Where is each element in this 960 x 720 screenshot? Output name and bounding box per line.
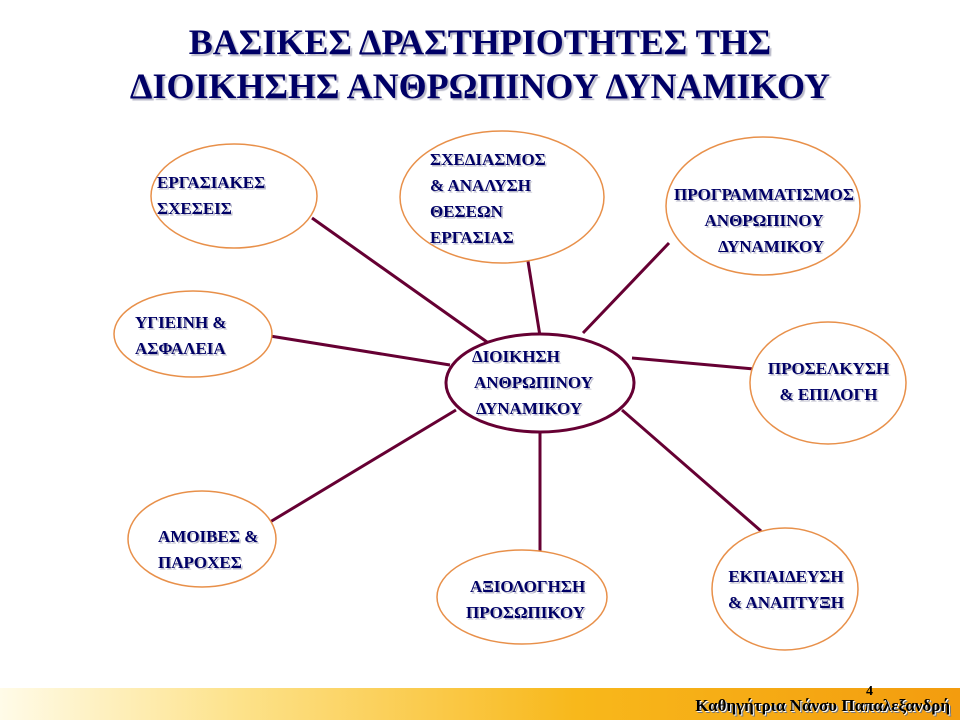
connector-recruitment bbox=[632, 358, 754, 369]
node-compensation bbox=[158, 524, 258, 576]
node-label-line: ΑΜΟΙΒΕΣ & bbox=[158, 527, 259, 546]
page-number: 4 bbox=[866, 684, 873, 699]
node-appraisal bbox=[466, 574, 585, 626]
node-label-line: ΥΓΙΕΙΝΗ & bbox=[135, 313, 227, 332]
node-training bbox=[712, 564, 860, 616]
node-label-line: ΠΡΟΣΩΠΙΚΟΥ bbox=[466, 603, 585, 622]
node-label-line: ΑΞΙΟΛΟΓΗΣΗ bbox=[470, 577, 586, 596]
connector-health-safety bbox=[270, 336, 450, 365]
node-center bbox=[462, 344, 618, 422]
node-label-line: ΑΝΘΡΩΠΙΝΟΥ bbox=[704, 211, 824, 230]
node-label-line: ΠΑΡΟΧΕΣ bbox=[158, 553, 242, 572]
node-label-line: ΕΡΓΑΣΙΑΣ bbox=[430, 228, 514, 247]
node-label-line: ΣΧΕΣΕΙΣ bbox=[157, 199, 232, 218]
node-label-line: & ΑΝΑΛΥΣΗ bbox=[430, 176, 531, 195]
center-label-line: ΔΥΝΑΜΙΚΟΥ bbox=[476, 399, 583, 418]
node-recruitment bbox=[751, 356, 906, 408]
node-label-line: ΔΥΝΑΜΙΚΟΥ bbox=[717, 237, 825, 256]
slide-title-line-1: ΒΑΣΙΚΕΣ ΔΡΑΣΤΗΡΙΟΤΗΤΕΣ ΤΗΣ bbox=[188, 22, 772, 62]
center-label-line: ΔΙΟΙΚΗΣΗ bbox=[472, 347, 560, 366]
node-label-line: ΠΡΟΣΕΛΚΥΣΗ bbox=[767, 359, 890, 378]
node-label-line: & ΕΠΙΛΟΓΗ bbox=[779, 385, 878, 404]
node-label-line: ΠΡΟΓΡΑΜΜΑΤΙΣΜΟΣ bbox=[674, 185, 854, 204]
slide-title-line-2: ΔΙΟΙΚΗΣΗΣ ΑΝΘΡΩΠΙΝΟΥ ΔΥΝΑΜΙΚΟΥ bbox=[129, 66, 831, 106]
node-label-line: & ΑΝΑΠΤΥΞΗ bbox=[728, 593, 844, 612]
footer-author: Καθηγήτρια Νάνσυ Παπαλεξανδρή bbox=[695, 696, 950, 715]
node-hr-planning bbox=[655, 182, 873, 260]
node-health-safety bbox=[135, 310, 227, 362]
connector-job-design bbox=[527, 255, 540, 336]
connector-compensation bbox=[270, 410, 456, 522]
node-labor-relations bbox=[157, 170, 265, 222]
node-label-line: ΕΡΓΑΣΙΑΚΕΣ bbox=[157, 173, 266, 192]
center-label-line: ΑΝΘΡΩΠΙΝΟΥ bbox=[474, 373, 593, 392]
node-label-line: ΑΣΦΑΛΕΙΑ bbox=[135, 339, 226, 358]
node-label-line: ΘΕΣΕΩΝ bbox=[430, 202, 503, 221]
node-label-line: ΣΧΕΔΙΑΣΜΟΣ bbox=[430, 150, 546, 169]
node-label-line: ΕΚΠΑΙΔΕΥΣΗ bbox=[728, 567, 844, 586]
connector-training bbox=[622, 410, 761, 531]
node-job-design bbox=[430, 147, 546, 251]
